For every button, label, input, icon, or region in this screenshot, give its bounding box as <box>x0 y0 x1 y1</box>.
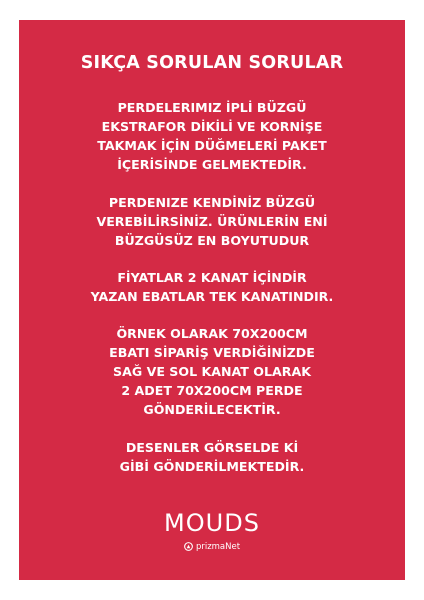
faq-line: EKSTRAFOR DİKİLİ VE KORNİŞE <box>101 119 323 134</box>
faq-line: VEREBİLİRSİNİZ. ÜRÜNLERİN ENİ <box>96 214 328 229</box>
faq-line: BÜZGÜSÜZ EN BOYUTUDUR <box>114 233 310 248</box>
logo-sub-brand <box>184 542 240 552</box>
faq-item-4 <box>19 324 405 419</box>
faq-item-1 <box>19 98 405 174</box>
faq-title: SIKÇA SORULAN SORULAR <box>80 53 344 73</box>
faq-item-2 <box>19 193 405 250</box>
faq-line: PERDENIZE KENDİNİZ BÜZGÜ <box>108 195 316 210</box>
faq-line: TAKMAK İÇİN DÜĞMELERİ PAKET <box>97 138 327 153</box>
faq-line: İÇERİSİNDE GELMEKTEDİR. <box>117 157 307 172</box>
faq-item-5 <box>19 438 405 476</box>
faq-line: FİYATLAR 2 KANAT İÇİNDİR <box>117 270 307 285</box>
faq-card <box>19 20 405 580</box>
faq-line: GİBİ GÖNDERİLMEKTEDİR. <box>119 459 305 474</box>
faq-line: SAĞ VE SOL KANAT OLARAK <box>113 364 311 379</box>
logo-wordmark: MOUDS <box>164 509 260 537</box>
logo-sub-text: prizmaNet <box>195 541 241 552</box>
faq-line: 2 ADET 70X200CM PERDE <box>121 383 303 398</box>
faq-line: GÖNDERİLECEKTİR. <box>143 402 281 417</box>
faq-line: PERDELERIMIZ İPLİ BÜZGÜ <box>117 100 307 115</box>
faq-line: EBATI SİPARİŞ VERDİĞİNİZDE <box>109 345 315 360</box>
faq-item-3 <box>19 268 405 306</box>
faq-line: YAZAN EBATLAR TEK KANATINDIR. <box>90 289 334 304</box>
prizmanet-logo-icon <box>184 542 193 551</box>
faq-line: ÖRNEK OLARAK 70X200CM <box>116 326 308 341</box>
brand-logo <box>19 510 405 560</box>
faq-line: DESENLER GÖRSELDE Kİ <box>125 440 299 455</box>
